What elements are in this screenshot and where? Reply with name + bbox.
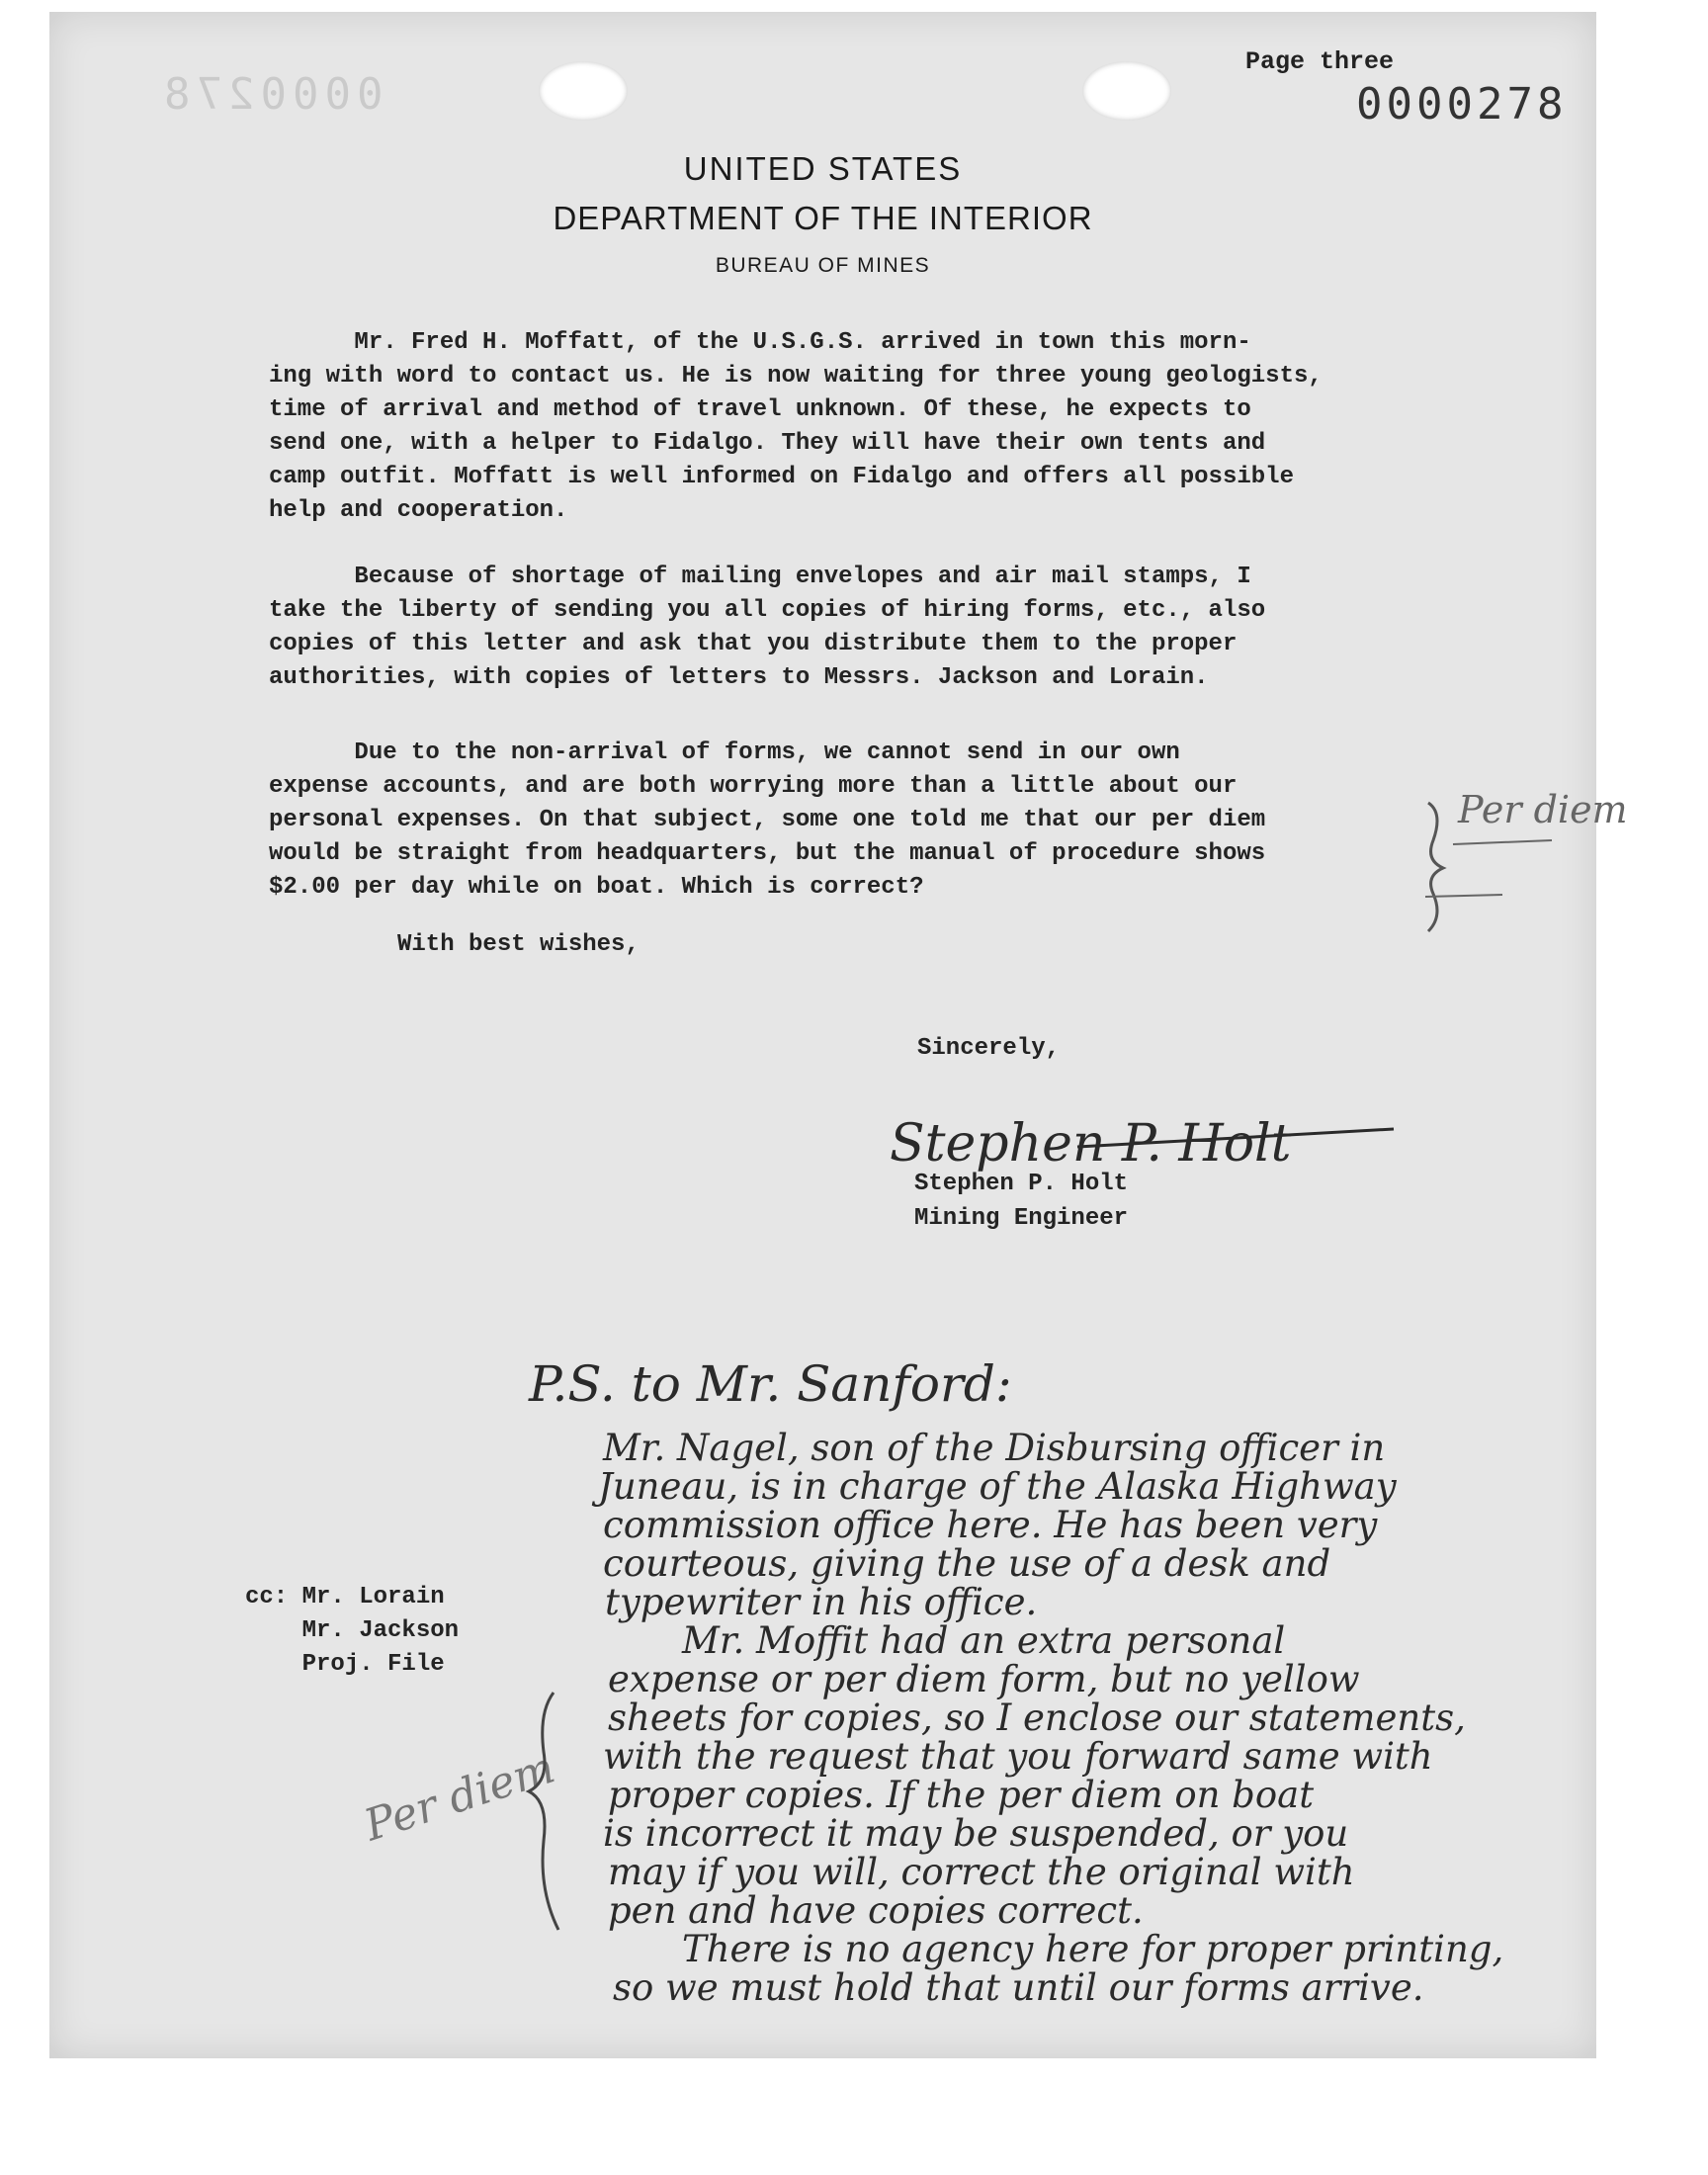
letterhead-line3: BUREAU OF MINES bbox=[715, 254, 931, 277]
body-paragraph-1: Mr. Fred H. Moffatt, of the U.S.G.S. arrived in town this morn- ing with word to contact us. He is now waiting for three young geologists, time of arrival and method of travel unknown. Of these, he expects to send one, with a helper to Fidalgo. They will have their own tents and camp outfit. Moffatt is well informed on Fidalgo and offers all possible help and cooperation. bbox=[269, 329, 1323, 524]
cc-line-1: cc: Mr. Lorain bbox=[245, 1584, 445, 1610]
right-margin-underline-2 bbox=[1425, 895, 1502, 897]
cc-line-2: Mr. Jackson bbox=[245, 1617, 460, 1644]
cc-line-3: Proj. File bbox=[245, 1651, 445, 1678]
handwriting-layer bbox=[49, 12, 1628, 2058]
sign-off: Sincerely, bbox=[917, 1035, 1061, 1062]
postscript-line: commission office here. He has been very bbox=[603, 1504, 1378, 1546]
handwritten-signature: Stephen P. Holt bbox=[890, 1114, 1292, 1174]
signer-title: Mining Engineer bbox=[914, 1205, 1129, 1232]
postscript-line: is incorrect it may be suspended, or you bbox=[603, 1812, 1349, 1855]
postscript-lines bbox=[591, 1427, 1503, 2009]
right-margin-brace bbox=[1428, 803, 1443, 931]
letterhead-line1: UNITED STATES bbox=[683, 150, 963, 187]
body-paragraph-3: Due to the non-arrival of forms, we cannot send in our own expense accounts, and are both worrying more than a little about our personal expenses. On that subject, some one told me that our per diem would be straight from headquarters, but the manual of procedure shows $2.00 per day while on boat. Which is correct? bbox=[269, 740, 1266, 901]
postscript-line: proper copies. If the per diem on boat bbox=[608, 1774, 1315, 1816]
postscript-heading: P.S. to Mr. Sanford: bbox=[529, 1355, 1012, 1413]
left-margin-note: Per diem bbox=[358, 1742, 561, 1852]
postscript-line: courteous, giving the use of a desk and bbox=[603, 1542, 1331, 1585]
bleed-through-number: 0000278 bbox=[158, 69, 384, 120]
letterhead-line2: DEPARTMENT OF THE INTERIOR bbox=[553, 200, 1093, 236]
postscript-line: Mr. Moffit had an extra personal bbox=[682, 1619, 1286, 1662]
right-margin-underline-1 bbox=[1453, 840, 1552, 844]
postscript-line: pen and have copies correct. bbox=[608, 1889, 1144, 1932]
signer-name: Stephen P. Holt bbox=[914, 1171, 1129, 1197]
postscript-line: Juneau, is in charge of the Alaska Highway bbox=[598, 1465, 1397, 1508]
postscript-line: may if you will, correct the original with bbox=[608, 1851, 1355, 1893]
right-margin-note: Per diem bbox=[1458, 788, 1628, 831]
postscript-line: typewriter in his office. bbox=[605, 1581, 1038, 1623]
closing-line: With best wishes, bbox=[397, 931, 640, 958]
postscript-line: so we must hold that until our forms arrive. bbox=[613, 1966, 1424, 2009]
left-margin-brace bbox=[529, 1693, 558, 1930]
postscript-line: Mr. Nagel, son of the Disbursing officer in bbox=[603, 1427, 1386, 1469]
body-paragraph-2: Because of shortage of mailing envelopes and air mail stamps, I take the liberty of sending you all copies of hiring forms, etc., also copies of this letter and ask that you distribute them to the proper authorities, with copies of letters to Messrs. Jackson and Lorain. bbox=[269, 564, 1266, 691]
postscript-line: with the request that you forward same with bbox=[603, 1735, 1433, 1778]
postscript-line: expense or per diem form, but no yellow bbox=[608, 1658, 1360, 1700]
document-number: 0000278 bbox=[1356, 79, 1568, 130]
postscript-line: There is no agency here for proper printing, bbox=[682, 1928, 1504, 1970]
postscript-line: sheets for copies, so I enclose our statements, bbox=[608, 1696, 1466, 1739]
document-page bbox=[49, 12, 1628, 2058]
page-label: Page three bbox=[1245, 47, 1395, 76]
